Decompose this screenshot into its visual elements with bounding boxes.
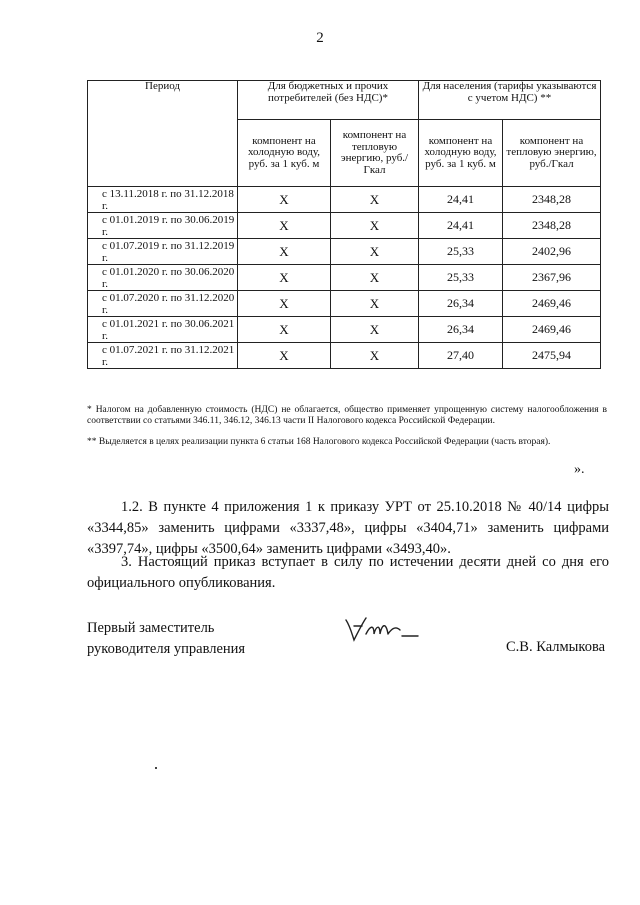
cell-population-heat: 2469,46 bbox=[503, 291, 601, 317]
cell-budget-cold: X bbox=[238, 265, 331, 291]
page-number: 2 bbox=[316, 30, 324, 46]
cell-budget-cold: X bbox=[238, 291, 331, 317]
header-budget-heat: компонент на тепловую энергию, руб./Гкал bbox=[331, 120, 419, 187]
paragraph-1-2: 1.2. В пункте 4 приложения 1 к приказу УРТ от 25.10.2018 № 40/14 цифры «3344,85» заменить цифрами «3337,48», цифры «3404,71» заменить цифрами «3397,74», цифры «3500,64» заменить цифрами «3493,40». bbox=[87, 499, 609, 557]
cell-population-heat: 2402,96 bbox=[503, 239, 601, 265]
cell-population-cold: 24,41 bbox=[419, 213, 503, 239]
table-row bbox=[88, 213, 601, 239]
paragraph-3: 3. Настоящий приказ вступает в силу по истечении десяти дней со дня его официального опубликования. bbox=[87, 554, 609, 591]
cell-population-heat: 2475,94 bbox=[503, 343, 601, 369]
cell-budget-cold: X bbox=[238, 343, 331, 369]
cell-budget-cold: X bbox=[238, 213, 331, 239]
cell-population-cold: 26,34 bbox=[419, 317, 503, 343]
cell-population-heat: 2348,28 bbox=[503, 187, 601, 213]
cell-population-cold: 26,34 bbox=[419, 291, 503, 317]
cell-budget-heat: X bbox=[331, 213, 419, 239]
cell-budget-cold: X bbox=[238, 239, 331, 265]
cell-period: с 01.07.2019 г. по 31.12.2019 г. bbox=[88, 239, 238, 265]
tariff-table bbox=[87, 80, 601, 369]
cell-period: с 01.01.2019 г. по 30.06.2019 г. bbox=[88, 213, 238, 239]
table-row bbox=[88, 187, 601, 213]
cell-budget-heat: X bbox=[331, 291, 419, 317]
table-row bbox=[88, 317, 601, 343]
footnote-vat: * Налогом на добавленную стоимость (НДС) не облагается, общество применяет упрощенную систему налогообложения в соответствии со статьями 346.11, 346.12, 346.13 части II Налогового кодекса Российской Федерации. bbox=[87, 405, 607, 426]
footnote-tax-code: ** Выделяется в целях реализации пункта 6 статьи 168 Налогового кодекса Российской Федерации (часть вторая). bbox=[87, 437, 551, 447]
header-population-group: Для населения (тарифы указываются с учетом НДС) ** bbox=[419, 81, 601, 120]
cell-population-heat: 2367,96 bbox=[503, 265, 601, 291]
signatory-name: С.В. Калмыкова bbox=[506, 639, 606, 655]
handwritten-signature bbox=[340, 612, 420, 646]
header-period: Период bbox=[88, 81, 238, 187]
cell-budget-cold: X bbox=[238, 187, 331, 213]
header-budget-cold: компонент на холодную воду, руб. за 1 куб. м bbox=[238, 120, 331, 187]
table-row bbox=[88, 265, 601, 291]
cell-period: с 01.07.2021 г. по 31.12.2021 г. bbox=[88, 343, 238, 369]
cell-budget-cold: X bbox=[238, 317, 331, 343]
cell-budget-heat: X bbox=[331, 187, 419, 213]
cell-budget-heat: X bbox=[331, 343, 419, 369]
header-population-cold: компонент на холодную воду, руб. за 1 куб. м bbox=[419, 120, 503, 187]
scan-dot bbox=[155, 767, 157, 769]
cell-period: с 01.01.2021 г. по 30.06.2021 г. bbox=[88, 317, 238, 343]
cell-population-heat: 2348,28 bbox=[503, 213, 601, 239]
cell-period: с 01.01.2020 г. по 30.06.2020 г. bbox=[88, 265, 238, 291]
header-budget-group: Для бюджетных и прочих потребителей (без НДС)* bbox=[238, 81, 419, 120]
cell-population-cold: 24,41 bbox=[419, 187, 503, 213]
cell-budget-heat: X bbox=[331, 317, 419, 343]
signatory-title-line1: Первый заместитель bbox=[87, 620, 215, 636]
closing-quote: ». bbox=[574, 462, 585, 477]
table-row bbox=[88, 343, 601, 369]
cell-budget-heat: X bbox=[331, 265, 419, 291]
cell-population-cold: 25,33 bbox=[419, 265, 503, 291]
table-row bbox=[88, 239, 601, 265]
cell-period: с 01.07.2020 г. по 31.12.2020 г. bbox=[88, 291, 238, 317]
table-row bbox=[88, 291, 601, 317]
cell-budget-heat: X bbox=[331, 239, 419, 265]
header-population-heat: компонент на тепловую энергию, руб./Гкал bbox=[503, 120, 601, 187]
signatory-title bbox=[87, 618, 245, 660]
cell-population-heat: 2469,46 bbox=[503, 317, 601, 343]
cell-population-cold: 25,33 bbox=[419, 239, 503, 265]
signatory-title-line2: руководителя управления bbox=[87, 641, 246, 657]
cell-period: с 13.11.2018 г. по 31.12.2018 г. bbox=[88, 187, 238, 213]
cell-population-cold: 27,40 bbox=[419, 343, 503, 369]
